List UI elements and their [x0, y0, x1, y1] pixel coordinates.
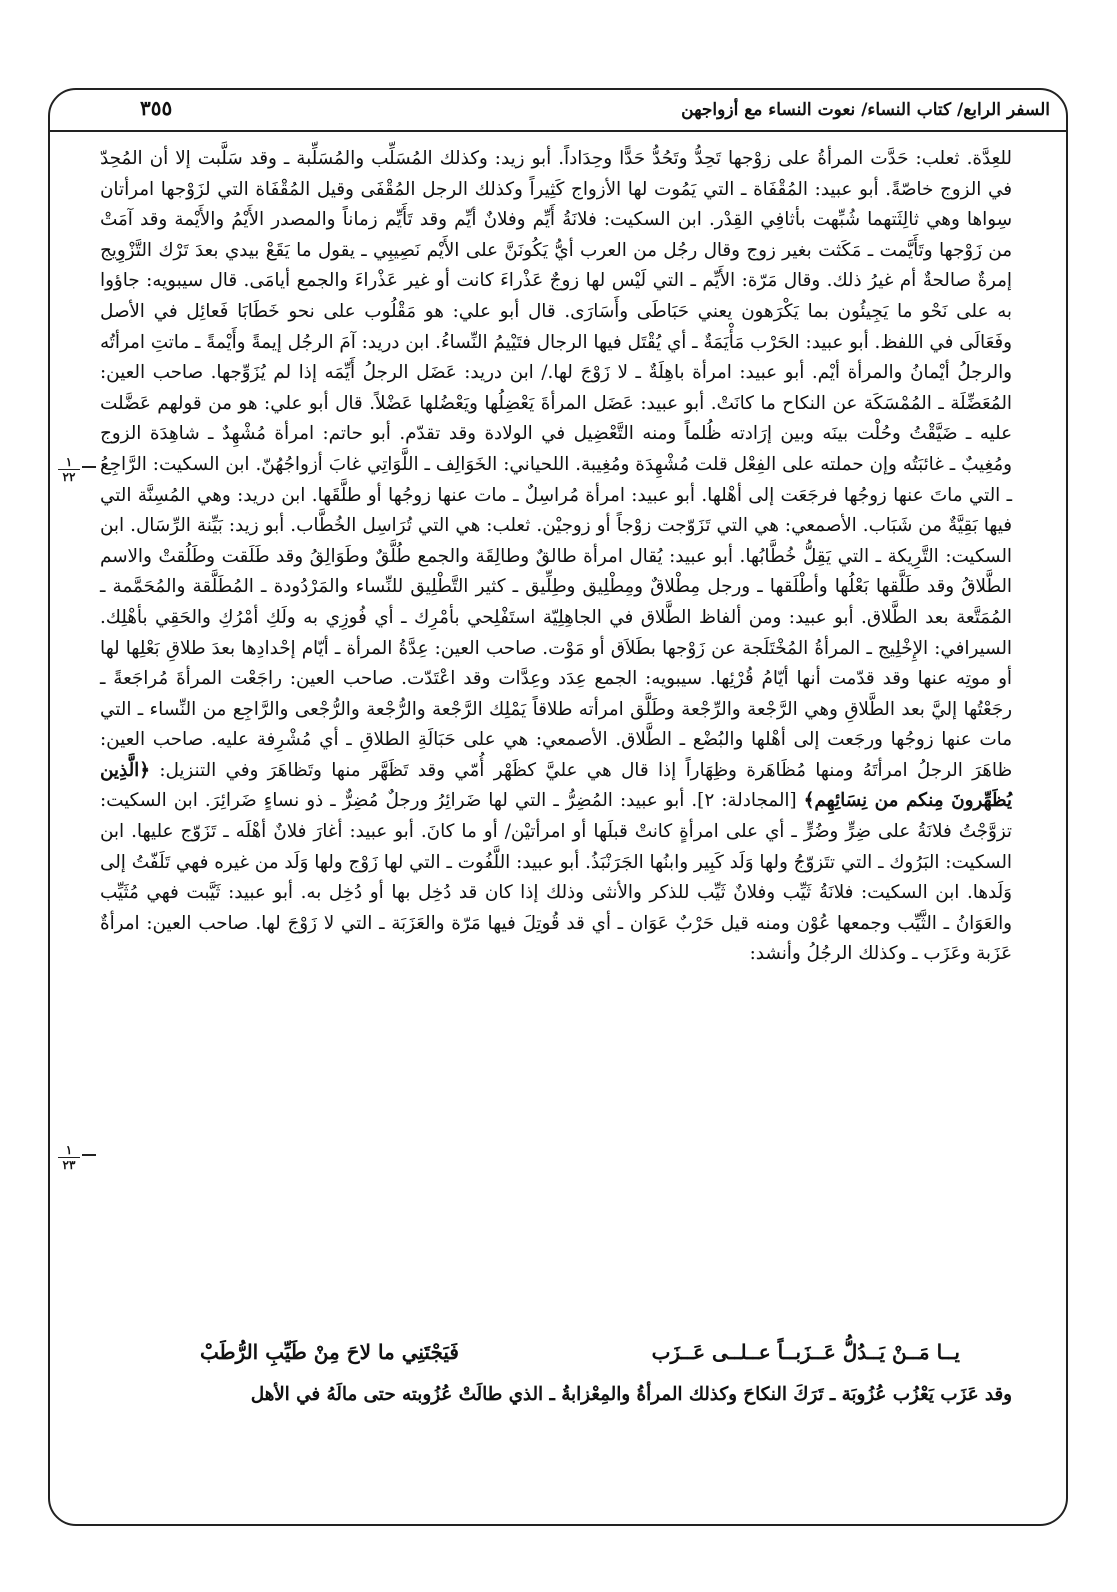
marker-denominator: ٢٣ — [62, 1158, 76, 1172]
margin-pointer — [82, 466, 96, 468]
header-rule — [48, 130, 1068, 132]
verse-first-hemistich: يــا مَــنْ يَــدُلُّ عَــزَبــاً عــلــى عَــزَب — [651, 1340, 960, 1364]
closing-line: وقد عَزَب يَعْزُب عُزُوبَة ـ تَرَكَ النكاحَ وكذلك المرأةُ والمِعْزابةُ ـ الذي طالَتْ عُزُوبته حتى مالَهُ في الأهل — [250, 1384, 1012, 1405]
poetry-verse — [200, 1340, 960, 1364]
marker-numerator: ١ — [58, 456, 80, 470]
margin-pointer — [82, 1154, 96, 1156]
margin-marker — [58, 456, 80, 483]
page-header — [48, 96, 1068, 128]
quran-quote: ﴿الَّذِين يُظَهِّرونَ مِنكم من نِسَائِهِم﴾ — [100, 759, 1012, 812]
body-text-part-2: أبو عبيد: المُضِرُّ ـ التي لها ضَرائِرُ ورجلٌ مُضِرٌّ ـ ذو نساءٍ ضَرائِرَ. ابن السكيت: تزوَّجْتُ فلانَةُ على ضِرٍّ وضُرٍّ ـ أي على امرأةٍ كانتْ قبلَها أو امرأتيْن/ أو ما كانَ. أبو عبيد: أغارَ فلانٌ أهْلَه ـ تَزَوّج عليها. ابن السكيت: البَرُوك ـ التي تتَزوّجُ ولها وَلَد كَبِير وابنُها الجَرَنْبَذُ. أبو عبيد: اللَّفُوت ـ التي لها زَوْج ولها وَلَد من غيره فهي تَلَفّتُ إلى وَلَدها. ابن السكيت: فلانَةُ ثَيِّب وفلانٌ ثَيِّب للذكر والأنثى وذلك إذا كان قد دُخِل بها أو دُخِل به. أبو عبيد: ثَيَّبت فهي مُثَيِّب والعَوَانُ ـ الثَّيِّب وجمعها عُوْن ومنه قيل حَرْبٌ عَوَان ـ أي قد قُوتِلَ فيها مَرّة والعَزَبَة ـ التي لا زَوْجَ لها. صاحب العين: امرأةٌ عَزَبة وعَزَب ـ وكذلك الرجُلُ وأنشد: — [100, 790, 1012, 965]
page-number: ٣٥٥ — [140, 96, 173, 120]
body-paragraph — [100, 144, 1012, 970]
verse-second-hemistich: فَيَجْتَنِي ما لاحَ مِنْ طَيِّبِ الرُّطَبْ — [200, 1340, 459, 1364]
margin-marker — [58, 1144, 80, 1171]
running-title: السفر الرابع/ كتاب النساء/ نعوت النساء مع أزواجهن — [681, 100, 1050, 120]
marker-denominator: ٢٢ — [62, 470, 76, 484]
main-text — [100, 144, 1012, 970]
marker-numerator: ١ — [58, 1144, 80, 1158]
body-text-part-1: للعِدَّة. ثعلب: حَدَّت المرأةُ على زوْجها تَحِدُّ وتَحُدُّ حَدًّا وحِدَاداً. أبو زيد: وكذلك المُسَلِّب والمُسَلِّبة ـ وقد سَلَّبت إلا أن المُحِدّ في الزوج خاصّةً. أبو عبيد: المُقْفَاة ـ التي يَمُوت لها الأزواج كَثِيراً وكذلك الرجل المُقْفَى وقيل المُقْفَاة التي لزَوْجها امرأتان سِواها وهي ثالِثَتهما شُبِّهت بأثافِي القِدْر. ابن السكيت: فلانَةُ أَيِّم وفلانٌ أيِّم وقد تَأَيِّم زماناً والمصدر الأَيْمُ والأَيْمة وقد آمَتْ من زَوْجها وتَأَيَّمت ـ مَكَثت بغير زوج وقال رجُل من العرب أيُّ يَكُونَنَّ على الأَيْم نَصِيبِي ـ يقول ما يَقَعْ بيدي بعدَ تَرْك التَّزْوِيج إمرةٌ صالحةٌ أم غيرُ ذلك. وقال مَرّة: الأَيِّم ـ التي لَيْس لها زوجٌ عَذْراءَ كانت أو غير عَذْراءَ والجمع أيامَى. قال سيبويه: جاؤوا به على نَحْو ما يَجِيئُون بما يَكْرَهون يعني حَبَاطَى وأَسَارَى. قال أبو علي: هو مَقْلُوب على نحو خَطَابَا فَعائِل في الأصل وفَعَالَى في اللفظ. أبو عبيد: الحَرْب مَأْيَمَةٌ ـ أي يُقْتَل فيها الرجال فتَيْيمُ النِّساءُ. ابن دريد: آمَ الرجُل إيمةً وأَيْمةً ـ ماتتِ امرأتُه والرجلُ أيْمانُ والمرأة أيْم. أبو عبيد: امرأة باهِلَةٌ ـ لا زَوْجَ لها./ ابن دريد: عَضَل الرجلُ أَيِّمَه إذا لم يُزَوِّجها. صاحب العين: المُعَضِّلَة ـ المُمْسَكَة عن النكاح ما كانَتْ. أبو عبيد: عَضَل المرأةَ يَعْضِلُها ويَعْضُلها عَضْلاً. قال أبو علي: هو من قولهم عَضَّلت عليه ـ ضَيَّقْتُ وحُلْت بينَه وبين إرَادته ظُلماً ومنه التَّعْضِيل في الولادة وقد تقدّم. أبو حاتم: امرأة مُشْهِدٌ ـ شاهِدَة الزوج ومُغِيبٌ ـ غائبَتُه وإن حملته على الفِعْل قلت مُشْهِدَة ومُغِيبة. اللحياني: الخَوَالِف ـ اللَّوَاتِي غابَ أزواجُهُنّ. ابن السكيت: الرَّاجِعُ ـ التي ماتَ عنها زوجُها فرجَعَت إلى أهْلها. أبو عبيد: امرأة مُراسِلٌ ـ مات عنها زوجُها أو طلَّقَها. ابن دريد: وهي المُسِنَّة التي فيها بَقِيَّةٌ من شَبَاب. الأصمعي: هي التي تَزَوّجت زوْجاً أو زوجيْن. ثعلب: هي التي تُرَاسِل الخُطَّاب. أبو زيد: بَيِّنة الرِّسَال. ابن السكيت: التَّرِيكة ـ التي يَقِلُّ خُطَّابُها. أبو عبيد: يُقال امرأة طالقٌ وطالِقَة والجمع طُلَّقٌ وطَوَالِقُ وقد طَلَقت وطَلُقتْ والاسم الطَّلاقُ وقد طَلَّقها بَعْلُها وأطْلَقها ـ ورجل مِطْلاقٌ ومِطْلِيق وطِلِّيق ـ كثير التَّطْلِيق للنِّساء والمَرْدُودة ـ المُطَلَّقة والمُحَمَّمة ـ المُمَتَّعة بعد الطَّلاق. أبو عبيد: ومن ألفاظ الطَّلاق في الجاهِلِيّة استَفْلِحي بأمْرِك ـ أي فُوزِي به ولَكِ أمْرُكِ والحَقِي بأهْلِك. السيرافي: الإِخْلِيج ـ المرأةُ المُخْتَلَجة عن زَوْجها بطَلاَق أو مَوْت. صاحب العين: عِدَّةُ المرأة ـ أيّام إحْدادِها بعدَ طلاقِ بَعْلِها لها أو موتِه عنها وقد قدّمت أنها أيّامُ قُرْئِها. سيبويه: الجمع عِدَد وعِدَّات وقد اعْتَدّت. صاحب العين: راجَعْت المرأةَ مُراجَعةً ـ رجَعْتُها إليَّ بعد الطَّلاقِ وهي الرَّجْعة والرِّجْعة وطَلَّق امرأته طلاقاً يَمْلِك الرَّجْعة والرُّجْعة والرُّجْعى والرَّاجِع من النِّساء ـ التي مات عنها زوجُها ورجَعت إلى أهْلها والبُضْع ـ الطَّلاق. الأصمعي: هي على حَبَالَةِ الطلاقِ ـ أي مُشْرِفة عليه. صاحب العين: ظاهَرَ الرجلُ امرأتَهُ ومنها مُظَاهَرة وظِهَاراً إذا قال هي عليَّ كظَهْر أُمّي وقد تَظَهَّر منها وتَظاهَرَ وفي التنزيل: — [100, 148, 1012, 781]
quran-reference: [المجادلة: ٢]. — [691, 790, 797, 812]
